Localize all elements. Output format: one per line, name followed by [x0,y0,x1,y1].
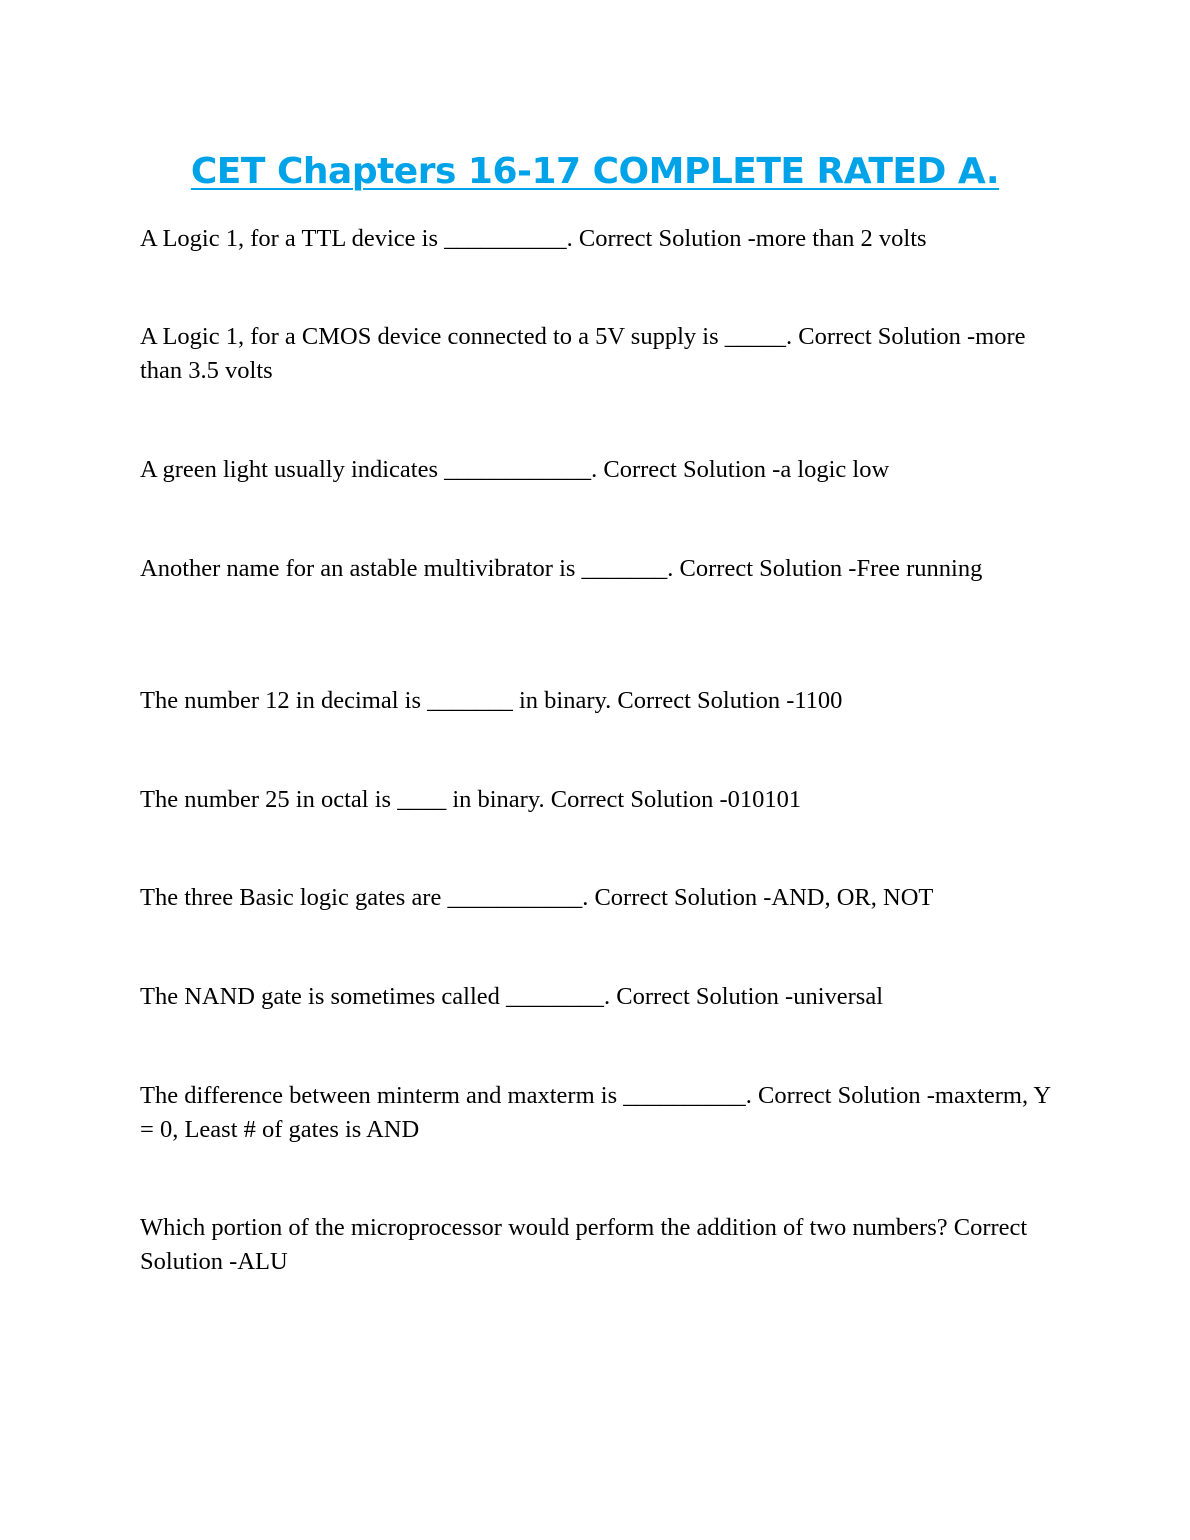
qa-item-6: The number 25 in octal is ____ in binary. Correct Solution -010101 [140,786,802,813]
document-title: CET Chapters 16-17 COMPLETE RATED A. [190,151,1000,192]
qa-item-5: The number 12 in decimal is _______ in binary. Correct Solution -1100 [140,687,843,714]
qa-item-9: The difference between minterm and maxterm is __________. Correct Solution -maxterm, Y = 0, Least # of gates is AND [140,1082,1051,1143]
qa-item-8: The NAND gate is sometimes called ________. Correct Solution -universal [140,983,884,1010]
qa-item-3: A green light usually indicates ____________. Correct Solution -a logic low [140,456,890,483]
qa-item-4: Another name for an astable multivibrator is _______. Correct Solution -Free running [140,555,983,582]
qa-item-10: Which portion of the microprocessor would perform the addition of two numbers? Correct Solution -ALU [140,1214,1028,1275]
qa-item-1: A Logic 1, for a TTL device is __________. Correct Solution -more than 2 volts [140,225,927,252]
qa-item-2: A Logic 1, for a CMOS device connected to a 5V supply is _____. Correct Solution -more than 3.5 volts [140,323,1026,384]
qa-item-7: The three Basic logic gates are ___________. Correct Solution -AND, OR, NOT [140,884,934,911]
